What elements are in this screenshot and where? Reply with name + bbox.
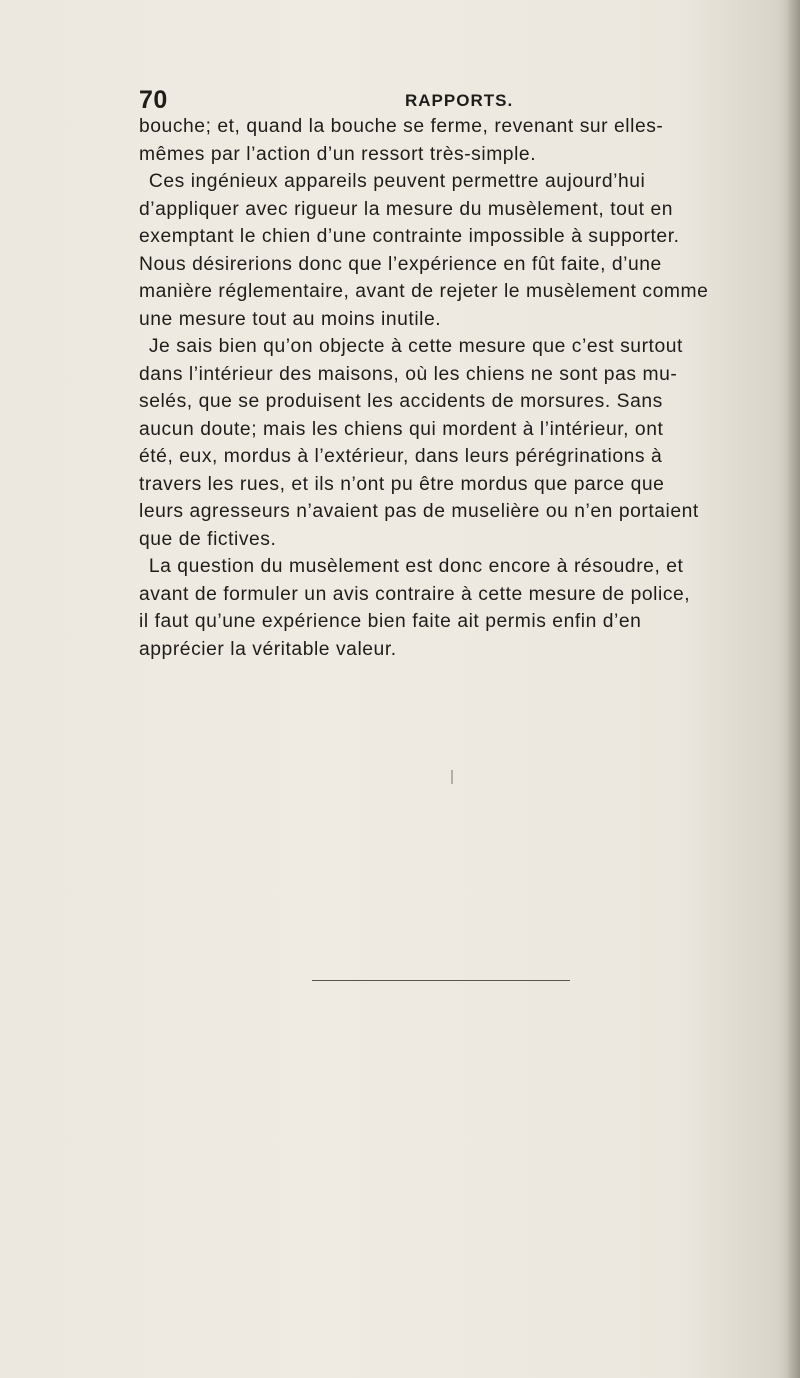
text-line: travers les rues, et ils n’ont pu être mordus que parce que <box>139 472 665 495</box>
text-line: manière réglementaire, avant de rejeter le musèlement comme <box>139 280 709 302</box>
paper-speck <box>451 770 453 784</box>
page-number: 70 <box>139 86 168 114</box>
text-line: que de fictives. <box>139 527 277 550</box>
text-line: Nous désirerions donc que l’expérience en fût faite, d’une <box>139 252 662 275</box>
text-line: La question du musèlement est donc encore à résoudre, et <box>148 555 684 577</box>
section-divider-rule <box>312 980 570 981</box>
text-line: Je sais bien qu’on objecte à cette mesure que c’est surtout <box>148 335 683 357</box>
text-line: été, eux, mordus à l’extérieur, dans leurs pérégrinations à <box>139 445 663 467</box>
text-line: dans l’intérieur des maisons, où les chiens ne sont pas mu- <box>139 362 678 385</box>
text-line: exemptant le chien d’une contrainte impossible à supporter. <box>139 225 680 247</box>
text-line: aucun doute; mais les chiens qui mordent à l’intérieur, ont <box>139 417 664 440</box>
text-line: bouche; et, quand la bouche se ferme, revenant sur elles- <box>139 115 664 137</box>
text-line: il faut qu’une expérience bien faite ait permis enfin d’en <box>139 610 642 632</box>
page-edge-shadow <box>786 0 800 1378</box>
text-line: apprécier la véritable valeur. <box>139 637 397 660</box>
text-line: d’appliquer avec rigueur la mesure du musèlement, tout en <box>139 197 674 220</box>
text-line: une mesure tout au moins inutile. <box>139 307 442 330</box>
text-line: selés, que se produisent les accidents de morsures. Sans <box>139 390 663 412</box>
text-line: avant de formuler un avis contraire à cette mesure de police, <box>139 582 691 605</box>
text-line: Ces ingénieux appareils peuvent permettre aujourd’hui <box>148 170 646 192</box>
running-title: RAPPORTS. <box>405 91 514 110</box>
text-line: mêmes par l’action d’un ressort très-simple. <box>139 142 537 165</box>
body-text <box>139 113 760 663</box>
text-line: leurs agresseurs n’avaient pas de muselière ou n’en portaient <box>139 500 699 522</box>
